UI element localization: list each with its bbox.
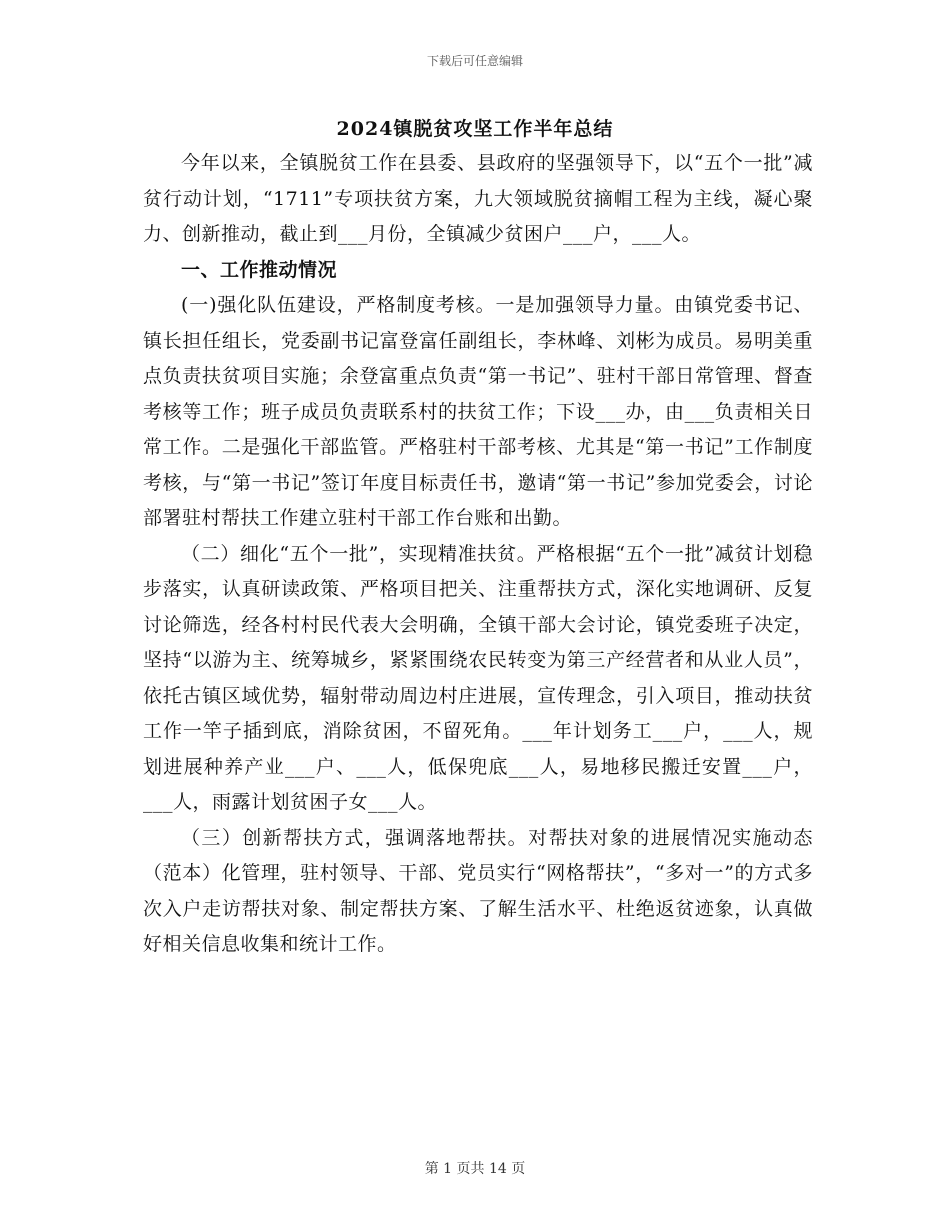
paragraph-assistance-methods: （三）创新帮扶方式，强调落地帮扶。对帮扶对象的进展情况实施动态（范本）化管理，驻村领导、干部、党员实行“网格帮扶”，“多对一”的方式多次入户走访帮扶对象、制定帮扶方案、了解生活水平、杜绝返贫迹象，认真做好相关信息收集和统计工作。 (143, 826, 813, 955)
page-header-note: 下载后可任意编辑 (426, 54, 523, 68)
paragraph-team-building: (一)强化队伍建设，严格制度考核。一是加强领导力量。由镇党委书记、镇长担任组长，党委副书记富登富任副组长，李林峰、刘彬为成员。易明美重点负责扶贫项目实施；余登富重点负责“第一书记”、驻村干部日常管理、督查考核等工作；班子成员负责联系村的扶贫工作；下设___办，由___负责相关日常工作。二是强化干部监管。严格驻村干部考核、尤其是“第一书记”工作制度考核，与“第一书记”签订年度目标责任书，邀请“第一书记”参加党委会，讨论部署驻村帮扶工作建立驻村干部工作台账和出勤。 (143, 294, 813, 529)
paragraph-intro: 今年以来，全镇脱贫工作在县委、县政府的坚强领导下，以“五个一批”减贫行动计划，“1711”专项扶贫方案，九大领域脱贫摘帽工程为主线，凝心聚力、创新推动，截止到___月份，全镇减少贫困户___户，___人。 (143, 152, 813, 245)
paragraph-five-batches: （二）细化“五个一批”，实现精准扶贫。严格根据“五个一批”减贫计划稳步落实，认真研读政策、严格项目把关、注重帮扶方式，深化实地调研、反复讨论筛选，经各村村民代表大会明确，全镇干部大会讨论，镇党委班子决定，坚持“以游为主、统筹城乡，紧紧围绕农民转变为第三产经营者和从业人员”，依托古镇区域优势，辐射带动周边村庄进展，宣传理念，引入项目，推动扶贫工作一竿子插到底，消除贫困，不留死角。___年计划务工___户，___人，规划进展种养产业___户、___人，低保兜底___人，易地移民搬迁安置___户，___人，雨露计划贫困子女___人。 (143, 542, 813, 813)
section-heading: 一、工作推动情况 (181, 258, 338, 281)
page-number: 第 1 页共 14 页 (424, 1161, 526, 1177)
document-title: 2024镇脱贫攻坚工作半年总结 (336, 118, 614, 140)
document-body (143, 146, 813, 963)
